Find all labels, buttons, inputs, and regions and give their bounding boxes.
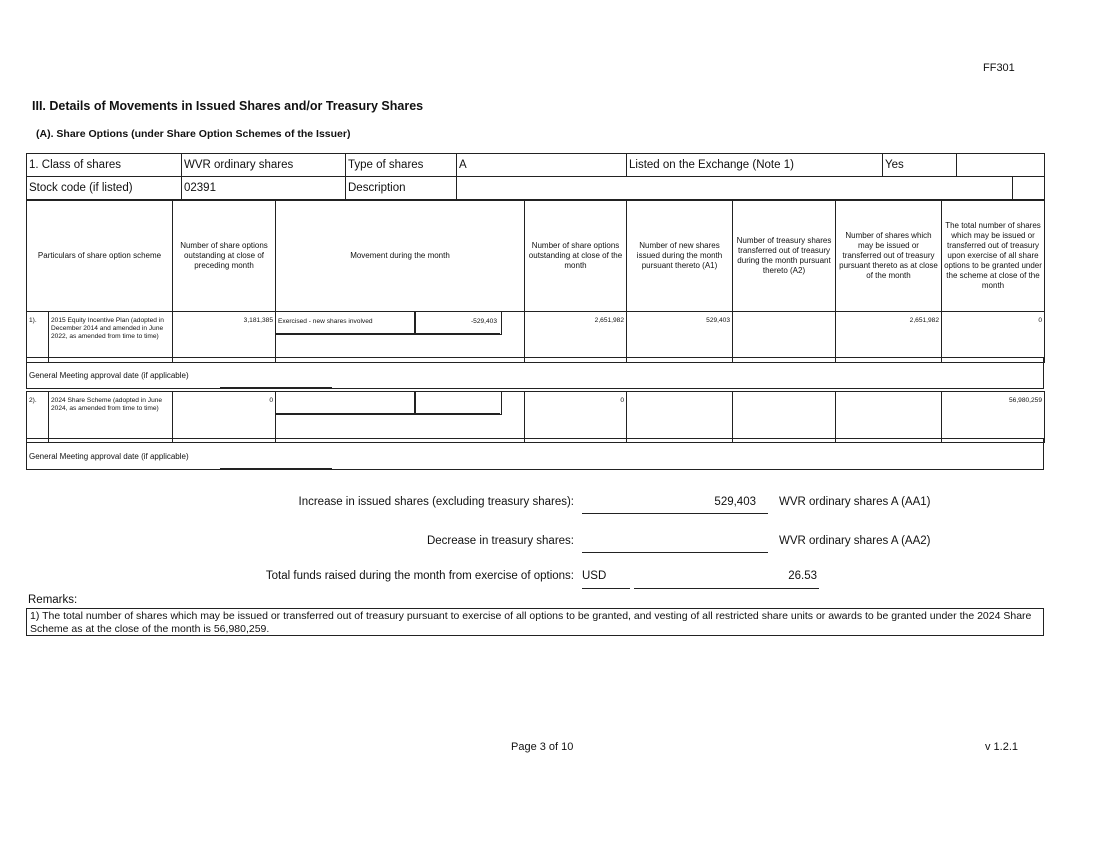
may-be-issued (836, 392, 942, 443)
outstanding-close: 2,651,982 (525, 312, 627, 363)
stock-code-label: Stock code (if listed) (27, 177, 182, 200)
new-shares: 529,403 (627, 312, 733, 363)
page-number: Page 3 of 10 (511, 741, 574, 753)
outstanding-preceding: 0 (173, 392, 276, 443)
header-total-may-be-issued: The total number of shares which may be issued or transferred out of treasury upon exercise of all share options to be granted under the scheme at close of the month (942, 201, 1045, 312)
funds-currency: USD (582, 570, 607, 582)
treasury-transferred (733, 392, 836, 443)
decrease-unit: WVR ordinary shares A (AA2) (779, 535, 931, 547)
header-particulars: Particulars of share option scheme (27, 201, 173, 312)
remarks-label: Remarks: (28, 594, 78, 606)
header-outstanding-preceding: Number of share options outstanding at close of preceding month (173, 201, 276, 312)
gm-approval-label: General Meeting approval date (if applicable) (29, 452, 189, 461)
listed-extra (957, 154, 1045, 177)
outstanding-close: 0 (525, 392, 627, 443)
header-treasury-transferred: Number of treasury shares transferred out of treasury during the month pursuant thereto (A2) (733, 201, 836, 312)
listed-label: Listed on the Exchange (Note 1) (627, 154, 883, 177)
funds-value-line (634, 588, 819, 589)
funds-currency-line (582, 588, 630, 589)
description-extra (1013, 177, 1045, 200)
header-outstanding-close: Number of share options outstanding at close of the month (525, 201, 627, 312)
type-label: Type of shares (346, 154, 457, 177)
header-may-be-issued: Number of shares which may be issued or transferred out of treasury pursuant thereto as at close of the month (836, 201, 942, 312)
may-be-issued: 2,651,982 (836, 312, 942, 363)
increase-unit: WVR ordinary shares A (AA1) (779, 496, 931, 508)
stock-code-value: 02391 (182, 177, 346, 200)
decrease-label: Decrease in treasury shares: (426, 535, 574, 547)
gm-approval-row-1 (26, 357, 1044, 389)
total-may-be-issued: 56,980,259 (942, 392, 1045, 443)
gm-approval-row-2 (26, 438, 1044, 470)
options-header (26, 200, 1045, 312)
gm-approval-label: General Meeting approval date (if applicable) (29, 371, 189, 380)
movement-divider (275, 413, 500, 414)
treasury-transferred (733, 312, 836, 363)
movement-value: -529,403 (470, 318, 497, 325)
increase-line (582, 513, 768, 514)
description-label: Description (346, 177, 457, 200)
movement-desc-box (275, 391, 416, 415)
total-may-be-issued: 0 (942, 312, 1045, 363)
outstanding-preceding: 3,181,385 (173, 312, 276, 363)
scheme-index: 2). (27, 392, 49, 443)
scheme-name: 2024 Share Scheme (adopted in June 2024, as amended from time to time) (49, 392, 173, 443)
scheme-row-2 (26, 391, 1045, 443)
increase-value: 529,403 (714, 496, 756, 508)
class-label: 1. Class of shares (27, 154, 182, 177)
type-value: A (457, 154, 627, 177)
header-movement: Movement during the month (276, 201, 525, 312)
movement-value-box (414, 391, 502, 415)
scheme-name: 2015 Equity Incentive Plan (adopted in December 2014 and amended in June 2022, as amended from time to time) (49, 312, 173, 363)
movement-divider (275, 333, 500, 334)
funds-value: 26.53 (788, 570, 817, 582)
version: v 1.2.1 (985, 741, 1019, 753)
gm-approval-date-line (220, 387, 332, 388)
form-code: FF301 (983, 62, 1015, 74)
header-new-shares: Number of new shares issued during the month pursuant thereto (A1) (627, 201, 733, 312)
decrease-line (582, 552, 768, 553)
section-title: III. Details of Movements in Issued Shares and/or Treasury Shares (32, 99, 424, 113)
increase-label: Increase in issued shares (excluding treasury shares): (298, 496, 574, 508)
funds-label: Total funds raised during the month from exercise of options: (265, 570, 574, 582)
scheme-index: 1). (27, 312, 49, 363)
class-info-table (26, 153, 1045, 200)
new-shares (627, 392, 733, 443)
description-value (457, 177, 1013, 200)
gm-approval-date-line (220, 468, 332, 469)
class-value: WVR ordinary shares (182, 154, 346, 177)
scheme-row-1 (26, 311, 1045, 363)
remarks-text: 1) The total number of shares which may be issued or transferred out of treasury pursuant to exercise of all options to be granted, and vesting of all restricted share units or awards to be granted under the 2024 Share Scheme as at the close of the month is 56,980,259. (26, 608, 1044, 636)
listed-value: Yes (883, 154, 957, 177)
subsection-title: (A). Share Options (under Share Option Schemes of the Issuer) (36, 128, 351, 140)
movement-desc: Exercised - new shares involved (278, 318, 373, 325)
